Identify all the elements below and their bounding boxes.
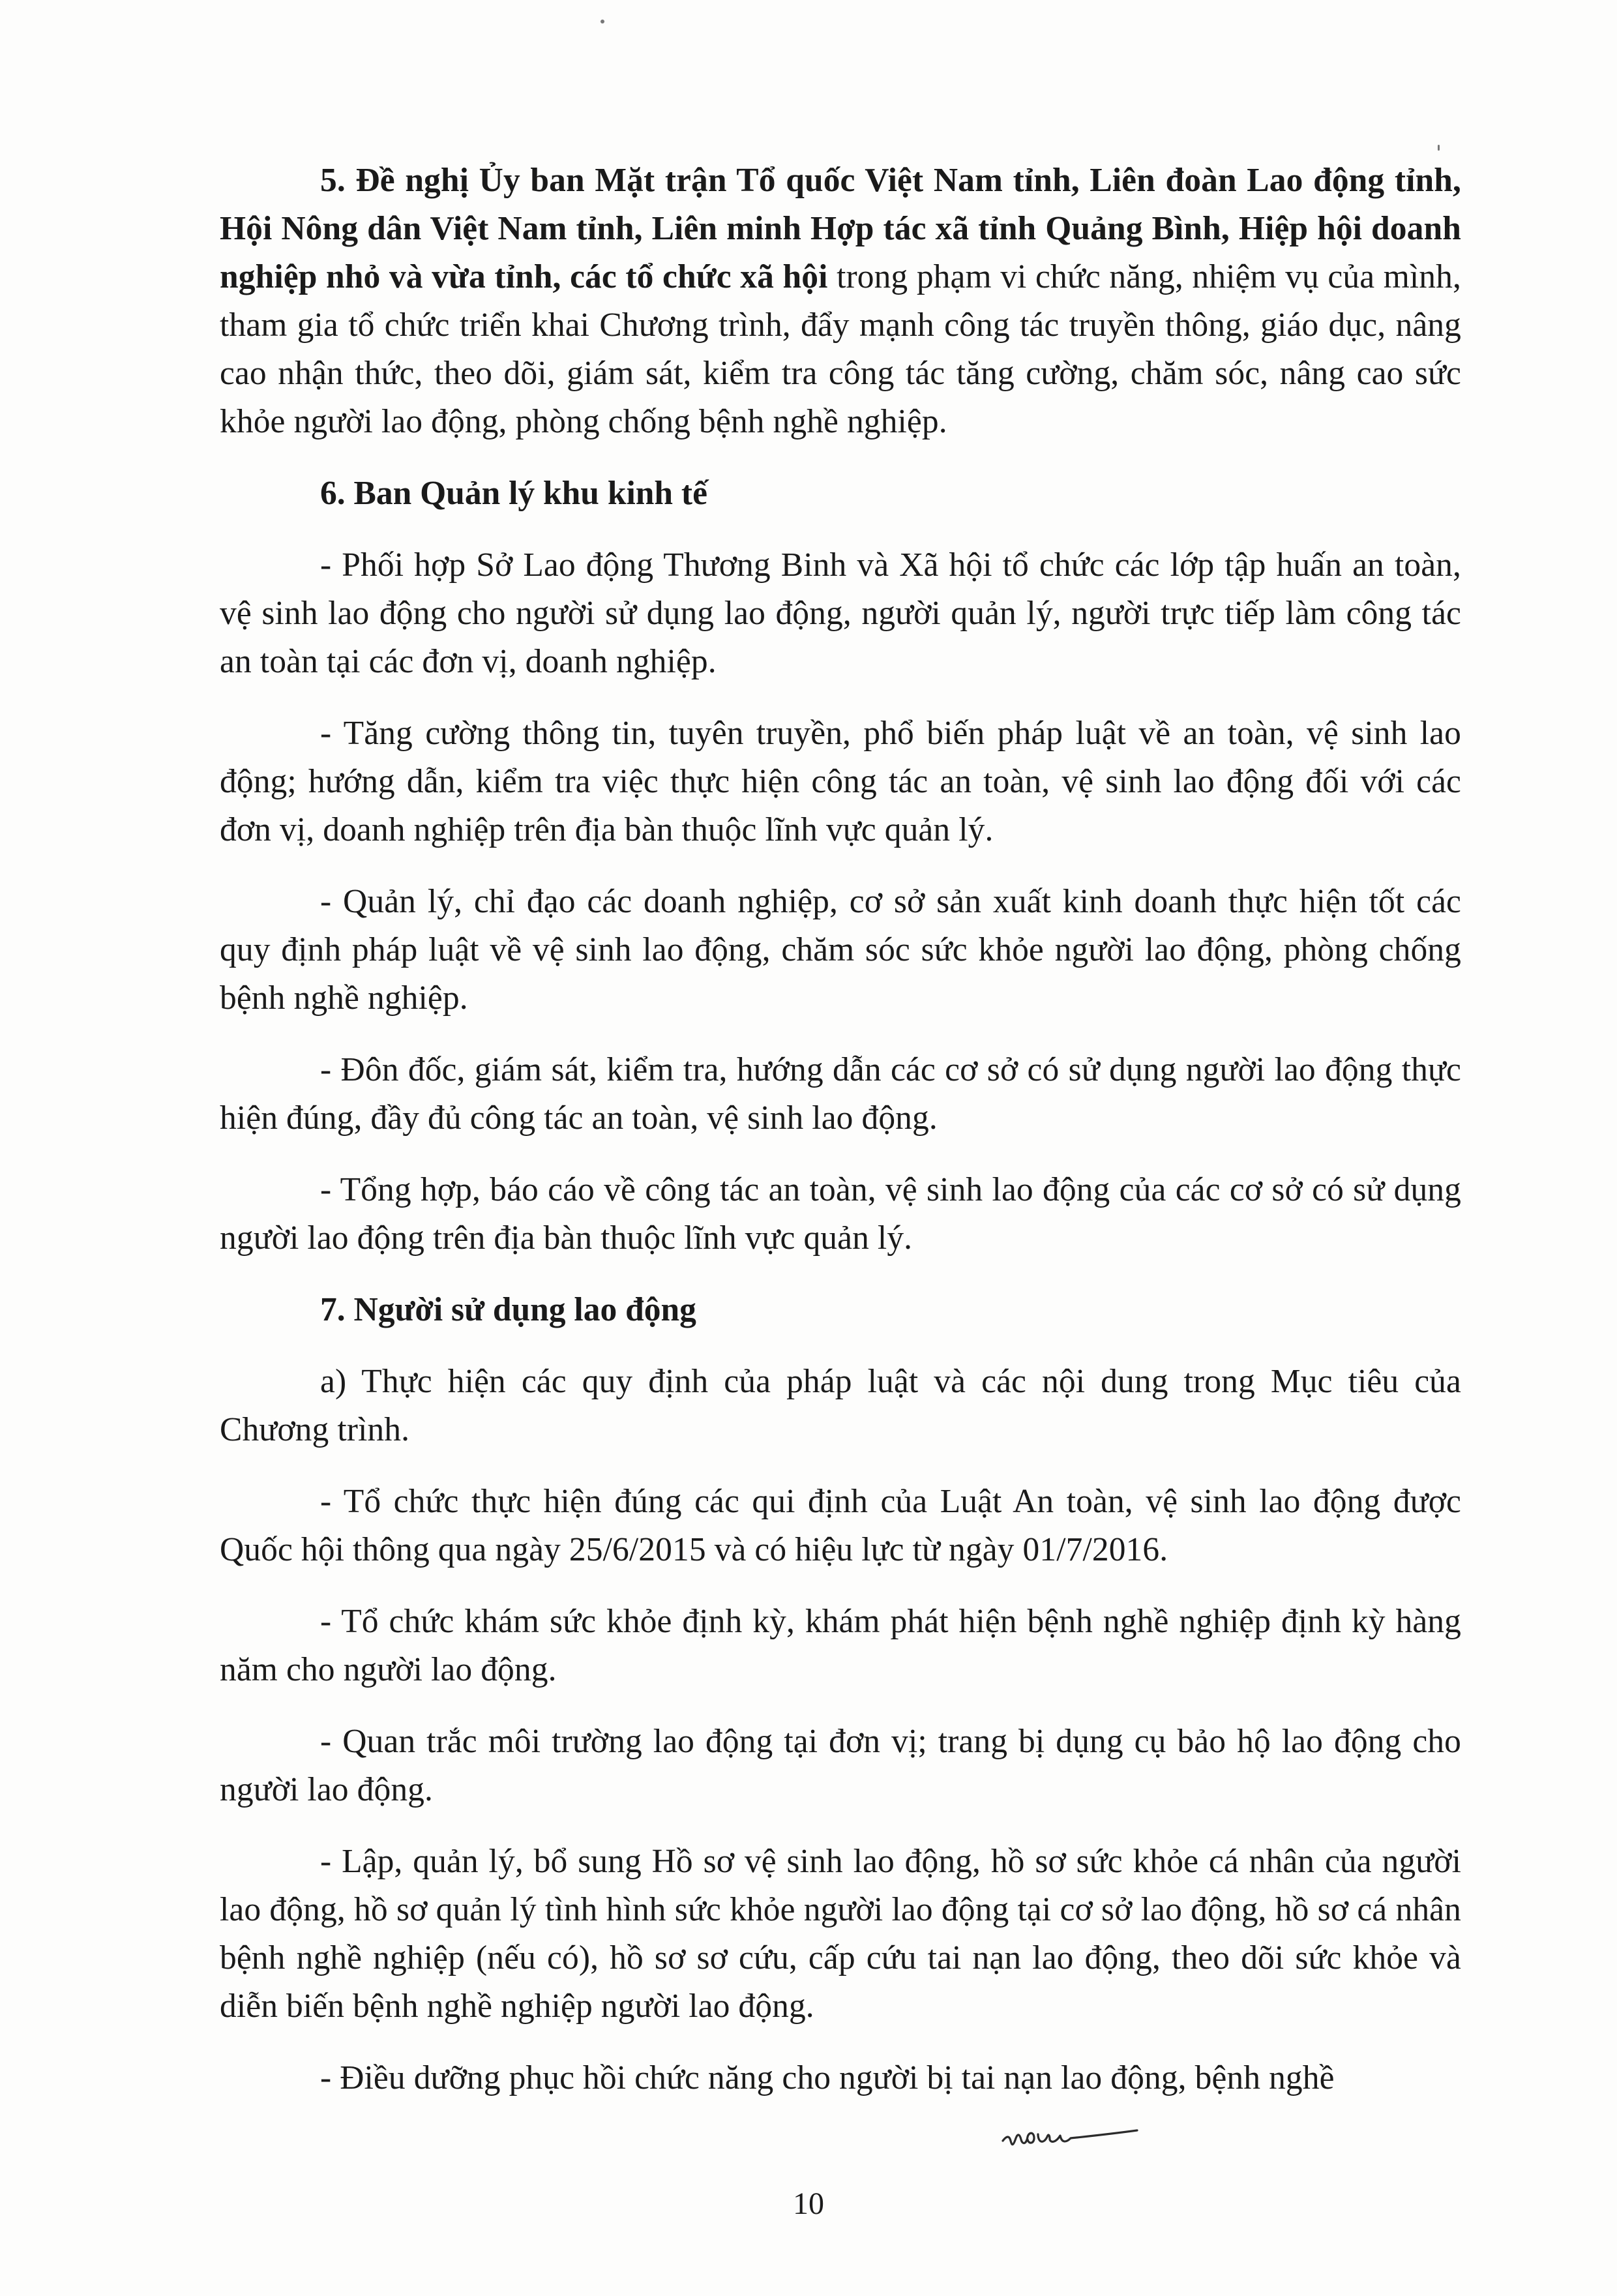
handwritten-initials <box>998 2116 1141 2155</box>
item-7-sub-a: a) Thực hiện các quy định của pháp luật và các nội dung trong Mục tiêu của Chương trình. <box>220 1363 1461 1448</box>
item-6-bullet: - Tổng hợp, báo cáo về công tác an toàn, vệ sinh lao động của các cơ sở có sử dụng người lao động trên địa bàn thuộc lĩnh vực quản lý. <box>220 1171 1461 1257</box>
item-6-bullet: - Tăng cường thông tin, tuyên truyền, phổ biến pháp luật về an toàn, vệ sinh lao động; hướng dẫn, kiểm tra việc thực hiện công tác an toàn, vệ sinh lao động đối với các đơn vị, doanh nghiệp trên địa bàn thuộc lĩnh vực quản lý. <box>220 715 1461 848</box>
document-body <box>220 157 1461 2126</box>
item-7-bullet: - Tổ chức thực hiện đúng các qui định của Luật An toàn, vệ sinh lao động được Quốc hội thông qua ngày 25/6/2015 và có hiệu lực từ ngày 01/7/2016. <box>220 1483 1461 1568</box>
item-6-heading: 6. Ban Quản lý khu kinh tế <box>320 475 707 512</box>
item-6-bullet: - Đôn đốc, giám sát, kiểm tra, hướng dẫn các cơ sở có sử dụng người lao động thực hiện đúng, đầy đủ công tác an toàn, vệ sinh lao động. <box>220 1051 1461 1137</box>
item-6-bullet: - Phối hợp Sở Lao động Thương Binh và Xã hội tổ chức các lớp tập huấn an toàn, vệ sinh lao động cho người sử dụng lao động, người quản lý, người trực tiếp làm công tác an toàn tại các đơn vị, doanh nghiệp. <box>220 546 1461 680</box>
item-7-bullet: - Quan trắc môi trường lao động tại đơn vị; trang bị dụng cụ bảo hộ lao động cho người lao động. <box>220 1723 1461 1808</box>
item-7-bullet: - Điều dưỡng phục hồi chức năng cho người bị tai nạn lao động, bệnh nghề <box>320 2059 1335 2096</box>
scan-speck <box>1438 145 1440 151</box>
item-6-bullet: - Quản lý, chỉ đạo các doanh nghiệp, cơ sở sản xuất kinh doanh thực hiện tốt các quy định pháp luật về vệ sinh lao động, chăm sóc sức khỏe người lao động, phòng chống bệnh nghề nghiệp. <box>220 883 1461 1017</box>
item-7-heading: 7. Người sử dụng lao động <box>320 1291 696 1328</box>
item-7-bullet: - Tổ chức khám sức khỏe định kỳ, khám phát hiện bệnh nghề nghiệp định kỳ hàng năm cho người lao động. <box>220 1603 1461 1688</box>
item-5-bold-lead: 5. Đề nghị Ủy ban Mặt trận Tổ quốc Việt Nam tỉnh, Liên đoàn Lao động tỉnh, Hội Nông dân Việt Nam tỉnh, Liên minh Hợp tác xã tỉnh Quảng Bình, Hiệp hội doanh nghiệp nhỏ và vừa tỉnh, các tổ chức xã hội <box>220 162 1461 295</box>
item-5-text: trong phạm vi chức năng, nhiệm vụ của mình, tham gia tổ chức triển khai Chương trình, đẩy mạnh công tác truyền thông, giáo dục, nâng cao nhận thức, theo dõi, giám sát, kiểm tra công tác tăng cường, chăm sóc, nâng cao sức khỏe người lao động, phòng chống bệnh nghề nghiệp. <box>220 258 1461 440</box>
scan-speck <box>601 20 604 23</box>
page-number: 10 <box>793 2186 824 2221</box>
item-5-paragraph <box>220 157 1461 446</box>
item-7-bullet: - Lập, quản lý, bổ sung Hồ sơ vệ sinh lao động, hồ sơ sức khỏe cá nhân của người lao động, hồ sơ quản lý tình hình sức khỏe người lao động tại cơ sở lao động, hồ sơ cá nhân bệnh nghề nghiệp (nếu có), hồ sơ sơ cứu, cấp cứu tai nạn lao động, theo dõi sức khỏe và diễn biến bệnh nghề nghiệp người lao động. <box>220 1843 1461 2025</box>
